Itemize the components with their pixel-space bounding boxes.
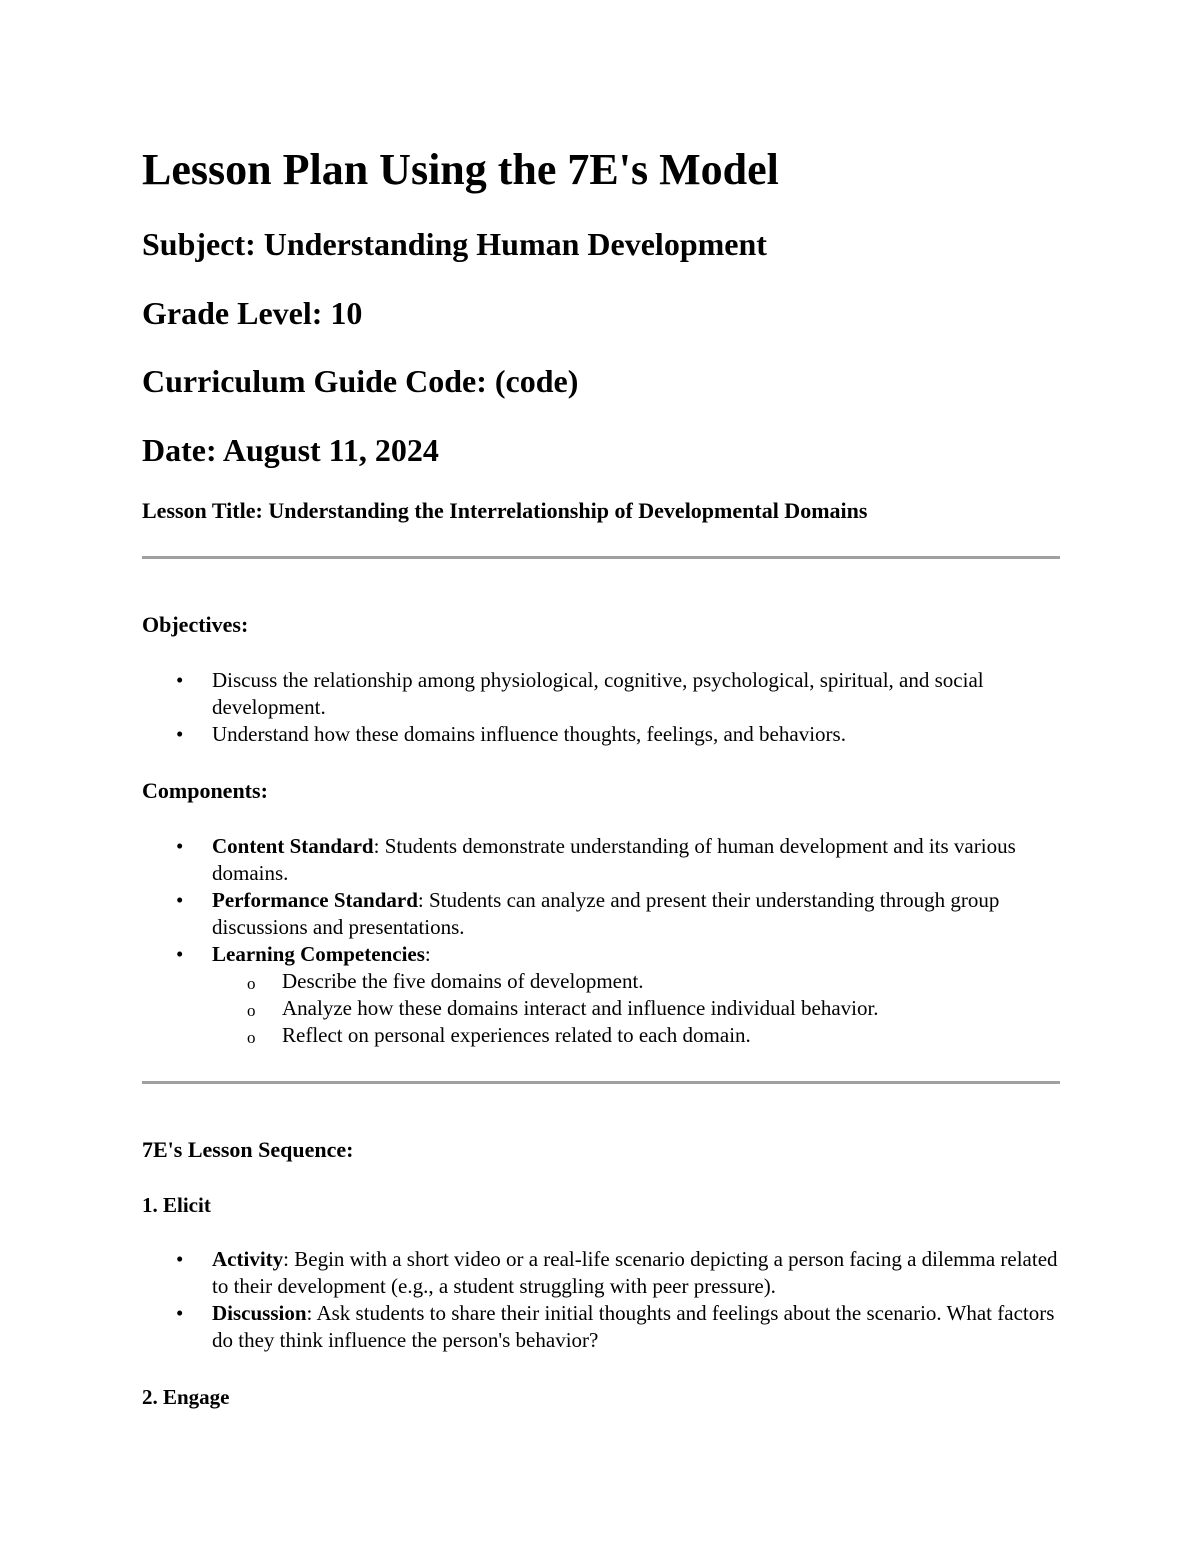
list-item [142,941,1060,1049]
bullet-icon: • [176,888,184,912]
activity-text: : Begin with a short video or a real-life scenario depicting a person facing a dilemma related to their development (e.g., a student struggling with peer pressure). [212,1247,1058,1298]
list-item [142,833,1060,887]
objective-text: Understand how these domains influence thoughts, feelings, and behaviors. [212,722,846,746]
circle-bullet-icon: o [247,1028,256,1047]
sublist-item [212,968,1060,995]
horizontal-rule [142,556,1060,559]
activity-label: Activity [212,1247,284,1271]
sublist-item [212,1022,1060,1049]
performance-standard-text: : Students can analyze and present their understanding through group discussions and presentations. [212,888,1000,939]
sequence-heading: 7E's Lesson Sequence: [142,1137,354,1162]
discussion-label: Discussion [212,1301,307,1325]
content-standard-label: Content Standard [212,834,374,858]
elicit-list [142,1246,1060,1354]
list-item [142,887,1060,941]
objectives-list [142,667,1060,748]
date-heading: Date: August 11, 2024 [142,432,439,468]
competencies-sublist [212,968,1060,1049]
performance-standard-label: Performance Standard [212,888,418,912]
list-item [142,1300,1060,1354]
bullet-icon: • [176,834,184,858]
circle-bullet-icon: o [247,974,256,993]
learning-competencies-text: : [424,942,431,966]
objectives-heading: Objectives: [142,612,249,637]
content-standard-text: : Students demonstrate understanding of human development and its various domains. [212,834,1016,885]
competency-text: Analyze how these domains interact and influence individual behavior. [282,996,879,1020]
grade-level-heading: Grade Level: 10 [142,295,363,331]
discussion-text: : Ask students to share their initial thoughts and feelings about the scenario. What factors do they think influence the person's behavior? [212,1301,1055,1352]
bullet-icon: • [176,942,184,966]
competency-text: Reflect on personal experiences related to each domain. [282,1023,751,1047]
curriculum-code-heading: Curriculum Guide Code: (code) [142,363,579,399]
list-item [142,1246,1060,1300]
bullet-icon: • [176,1301,184,1325]
competency-text: Describe the five domains of development. [282,969,644,993]
bullet-icon: • [176,1247,184,1271]
list-item [142,721,1060,748]
bullet-icon: • [176,722,184,746]
circle-bullet-icon: o [247,1001,256,1020]
objective-text: Discuss the relationship among physiological, cognitive, psychological, spiritual, and social development. [212,668,984,719]
list-item [142,667,1060,721]
learning-competencies-label: Learning Competencies [212,942,425,966]
elicit-heading: 1. Elicit [142,1193,211,1217]
document-title: Lesson Plan Using the 7E's Model [142,145,779,194]
lesson-title-heading: Lesson Title: Understanding the Interrelationship of Developmental Domains [142,498,868,523]
horizontal-rule [142,1081,1060,1084]
components-list [142,833,1060,1049]
subject-heading: Subject: Understanding Human Development [142,226,767,262]
components-heading: Components: [142,778,268,803]
bullet-icon: • [176,668,184,692]
engage-heading: 2. Engage [142,1385,230,1409]
sublist-item [212,995,1060,1022]
